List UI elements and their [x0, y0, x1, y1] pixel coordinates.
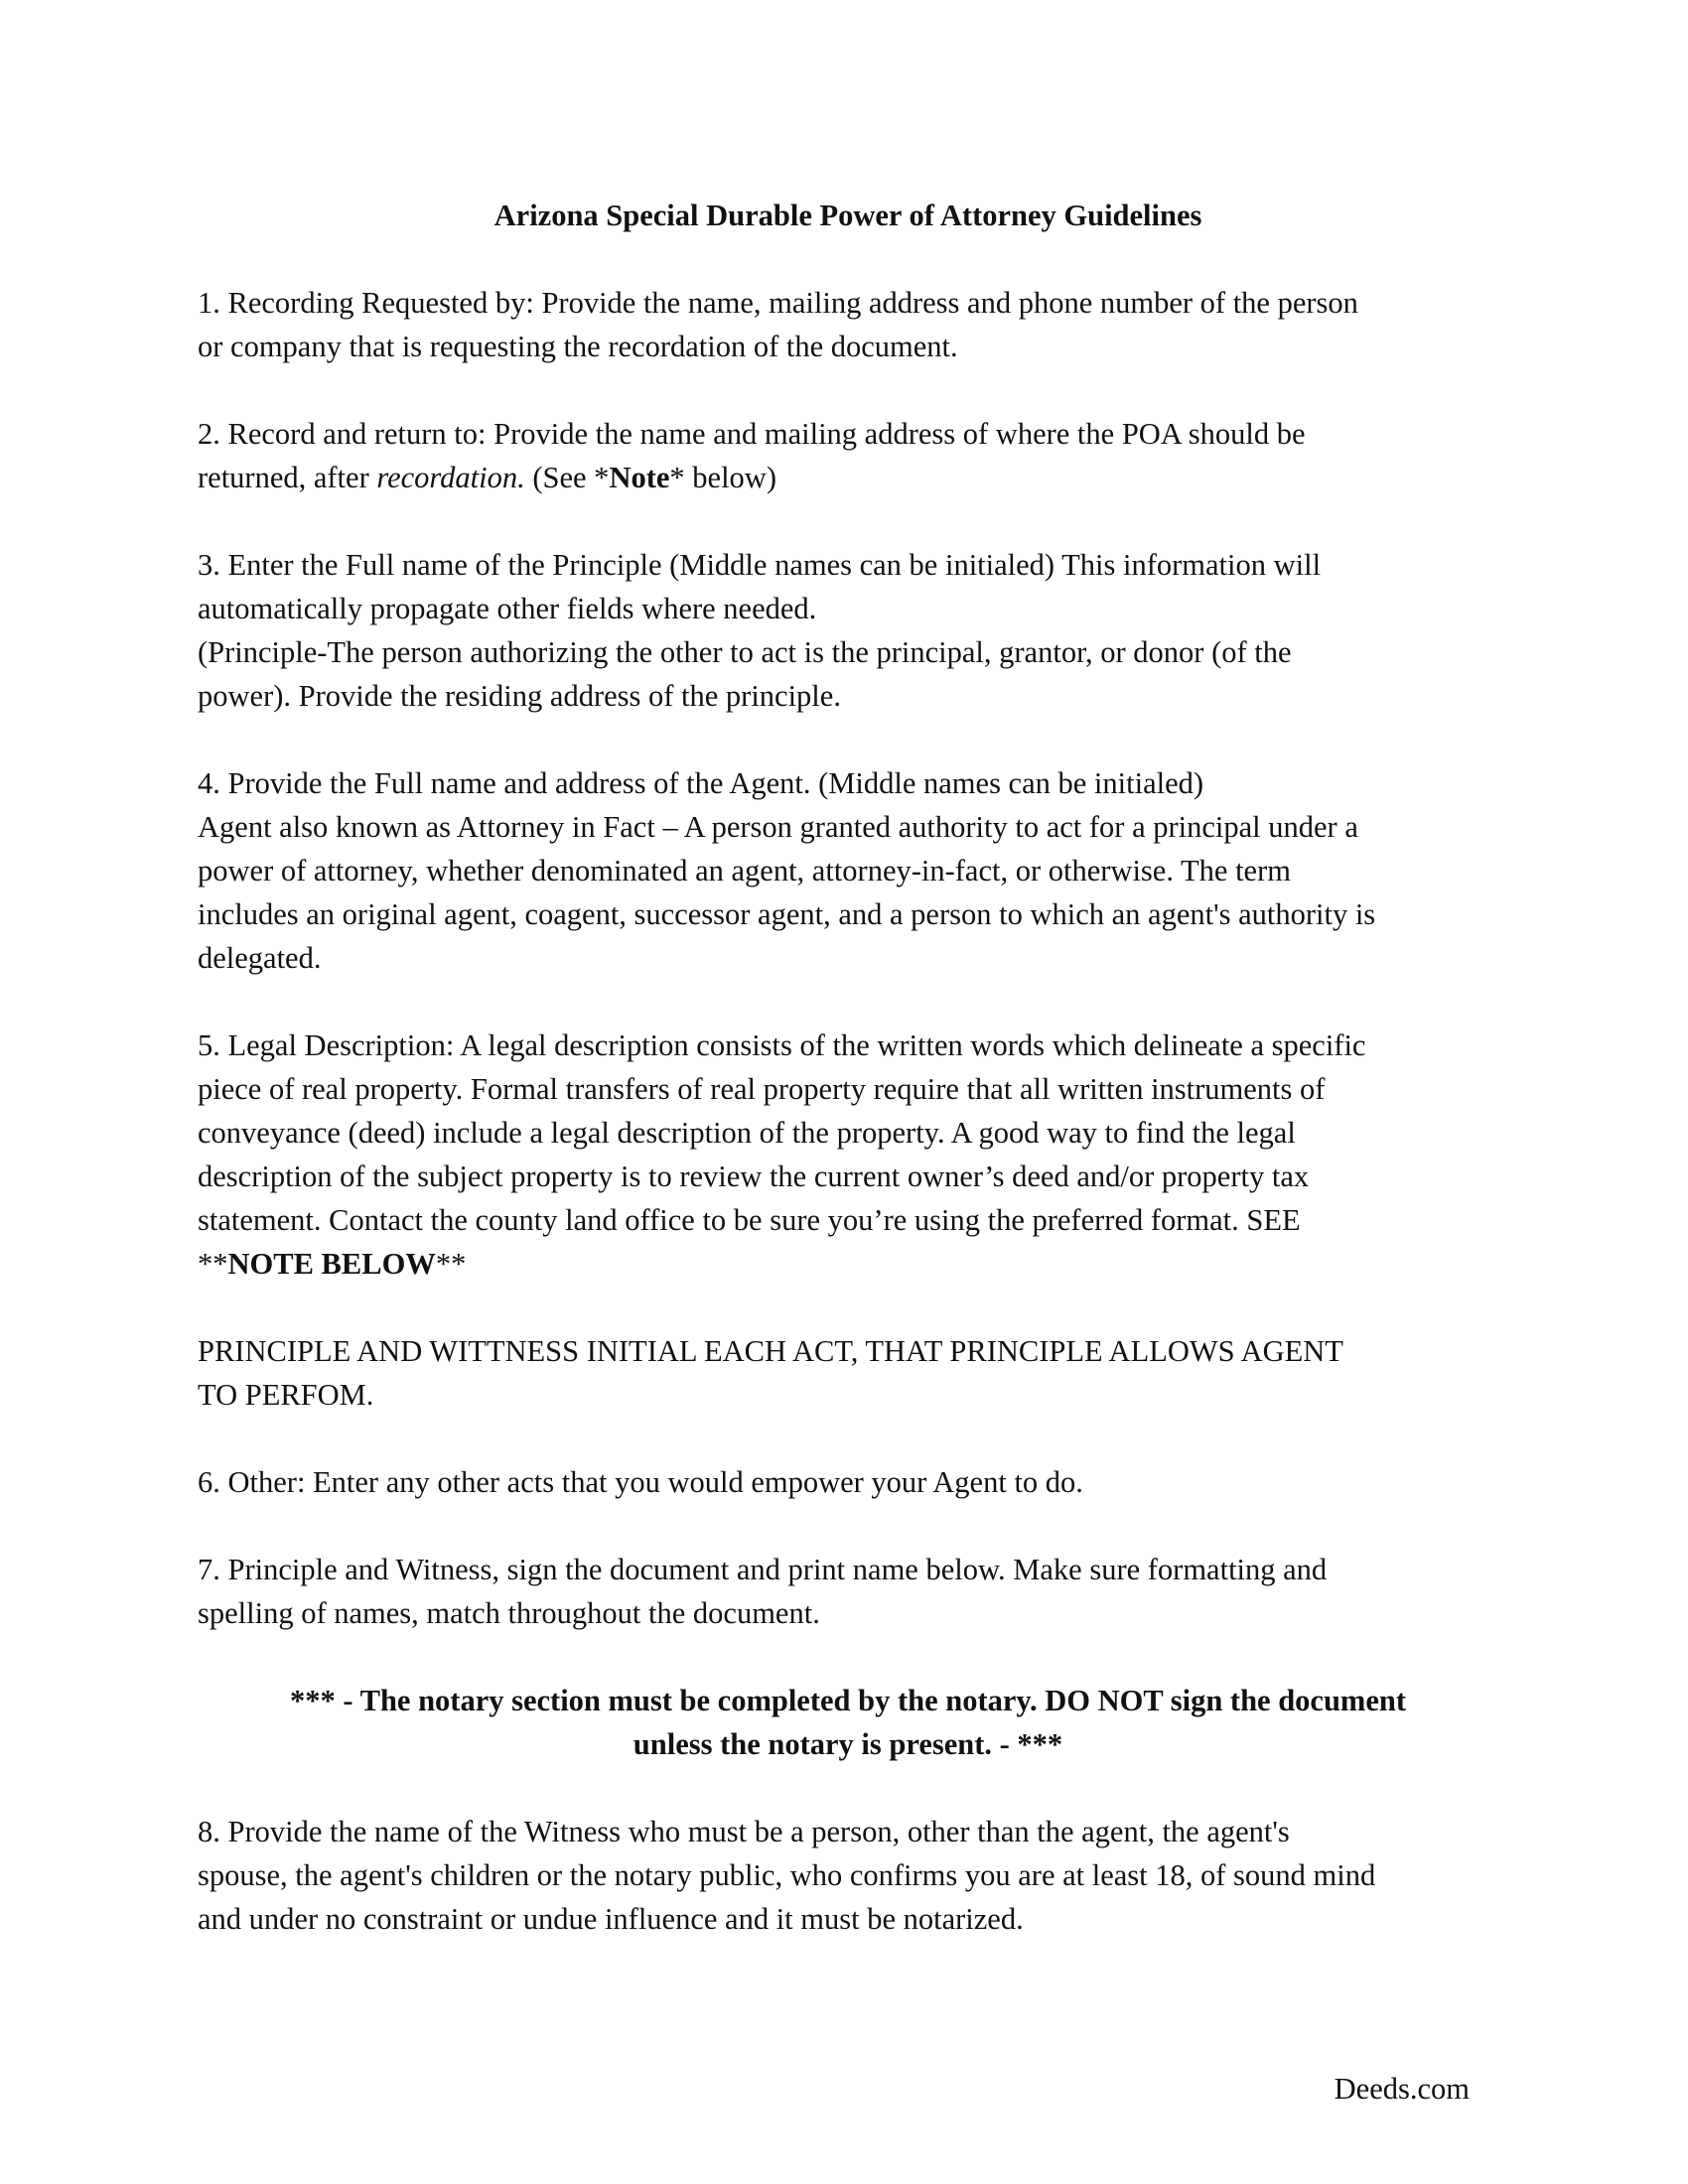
guideline-4-line: delegated. — [198, 941, 322, 975]
document-title: Arizona Special Durable Power of Attorney Guidelines — [493, 199, 1202, 232]
guideline-2-text: (See * — [524, 461, 610, 494]
guideline-7-line: spelling of names, match throughout the document. — [198, 1596, 820, 1630]
footer-brand: Deeds.com — [1334, 2072, 1470, 2106]
note-bold: Note — [609, 461, 670, 494]
guideline-4 — [198, 761, 1498, 980]
notary-warning-line: *** - The notary section must be completed by the notary. DO NOT sign the document — [290, 1684, 1406, 1717]
guideline-1-line: 1. Recording Requested by: Provide the name, mailing address and phone number of the person — [198, 286, 1358, 320]
guideline-7-line: 7. Principle and Witness, sign the document and print name below. Make sure formatting and — [198, 1553, 1328, 1586]
guideline-3-line: power). Provide the residing address of the principle. — [198, 679, 841, 713]
note-below-stars: ** — [198, 1247, 228, 1281]
guideline-1-line: or company that is requesting the recordation of the document. — [198, 330, 958, 363]
guideline-5 — [198, 1024, 1498, 1286]
guideline-5-line: description of the subject property is to review the current owner’s deed and/or property tax — [198, 1160, 1310, 1193]
guideline-6-line: 6. Other: Enter any other acts that you would empower your Agent to do. — [198, 1465, 1083, 1499]
notary-warning-line: unless the notary is present. - *** — [633, 1727, 1063, 1761]
document-page — [198, 194, 1498, 1984]
initial-instruction — [198, 1329, 1498, 1417]
guideline-8 — [198, 1810, 1498, 1941]
guideline-2 — [198, 412, 1498, 499]
notary-warning — [198, 1679, 1498, 1766]
guideline-2-text: * below) — [669, 461, 776, 494]
initial-instruction-line: TO PERFOM. — [198, 1378, 374, 1412]
guideline-8-line: and under no constraint or undue influence and it must be notarized. — [198, 1902, 1024, 1936]
guideline-2-line — [198, 456, 1498, 499]
guideline-2-line: 2. Record and return to: Provide the name and mailing address of where the POA should be — [198, 417, 1306, 451]
guideline-3 — [198, 543, 1498, 718]
guideline-8-line: spouse, the agent's children or the notary public, who confirms you are at least 18, of sound mind — [198, 1858, 1376, 1892]
guideline-1 — [198, 281, 1498, 368]
guideline-3-line: 3. Enter the Full name of the Principle (Middle names can be initialed) This information will — [198, 548, 1322, 582]
recordation-italic: recordation. — [376, 461, 525, 494]
guideline-6 — [198, 1460, 1498, 1504]
guideline-4-line: 4. Provide the Full name and address of the Agent. (Middle names can be initialed) — [198, 766, 1204, 800]
guideline-5-line: piece of real property. Formal transfers of real property require that all written instruments of — [198, 1072, 1326, 1106]
initial-instruction-line: PRINCIPLE AND WITTNESS INITIAL EACH ACT, THAT PRINCIPLE ALLOWS AGENT — [198, 1334, 1343, 1368]
guideline-3-line: automatically propagate other fields where needed. — [198, 592, 817, 625]
note-below-bold: NOTE BELOW — [227, 1247, 436, 1281]
guideline-5-line: 5. Legal Description: A legal description consists of the written words which delineate a specific — [198, 1028, 1366, 1062]
guideline-3-line: (Principle-The person authorizing the other to act is the principal, grantor, or donor (of the — [198, 635, 1292, 669]
guideline-5-line: conveyance (deed) include a legal description of the property. A good way to find the legal — [198, 1116, 1296, 1150]
guideline-4-line: includes an original agent, coagent, successor agent, and a person to which an agent's authority is — [198, 897, 1376, 931]
guideline-4-line: Agent also known as Attorney in Fact – A person granted authority to act for a principal under a — [198, 810, 1358, 844]
guideline-7 — [198, 1548, 1498, 1635]
guideline-4-line: power of attorney, whether denominated an agent, attorney-in-fact, or otherwise. The term — [198, 854, 1291, 887]
note-below-stars: ** — [435, 1247, 467, 1281]
guideline-5-line: statement. Contact the county land office to be sure you’re using the preferred format. SEE — [198, 1203, 1301, 1237]
guideline-8-line: 8. Provide the name of the Witness who must be a person, other than the agent, the agent's — [198, 1815, 1290, 1848]
guideline-2-text: returned, after — [198, 461, 377, 494]
guideline-5-line — [198, 1242, 1498, 1286]
